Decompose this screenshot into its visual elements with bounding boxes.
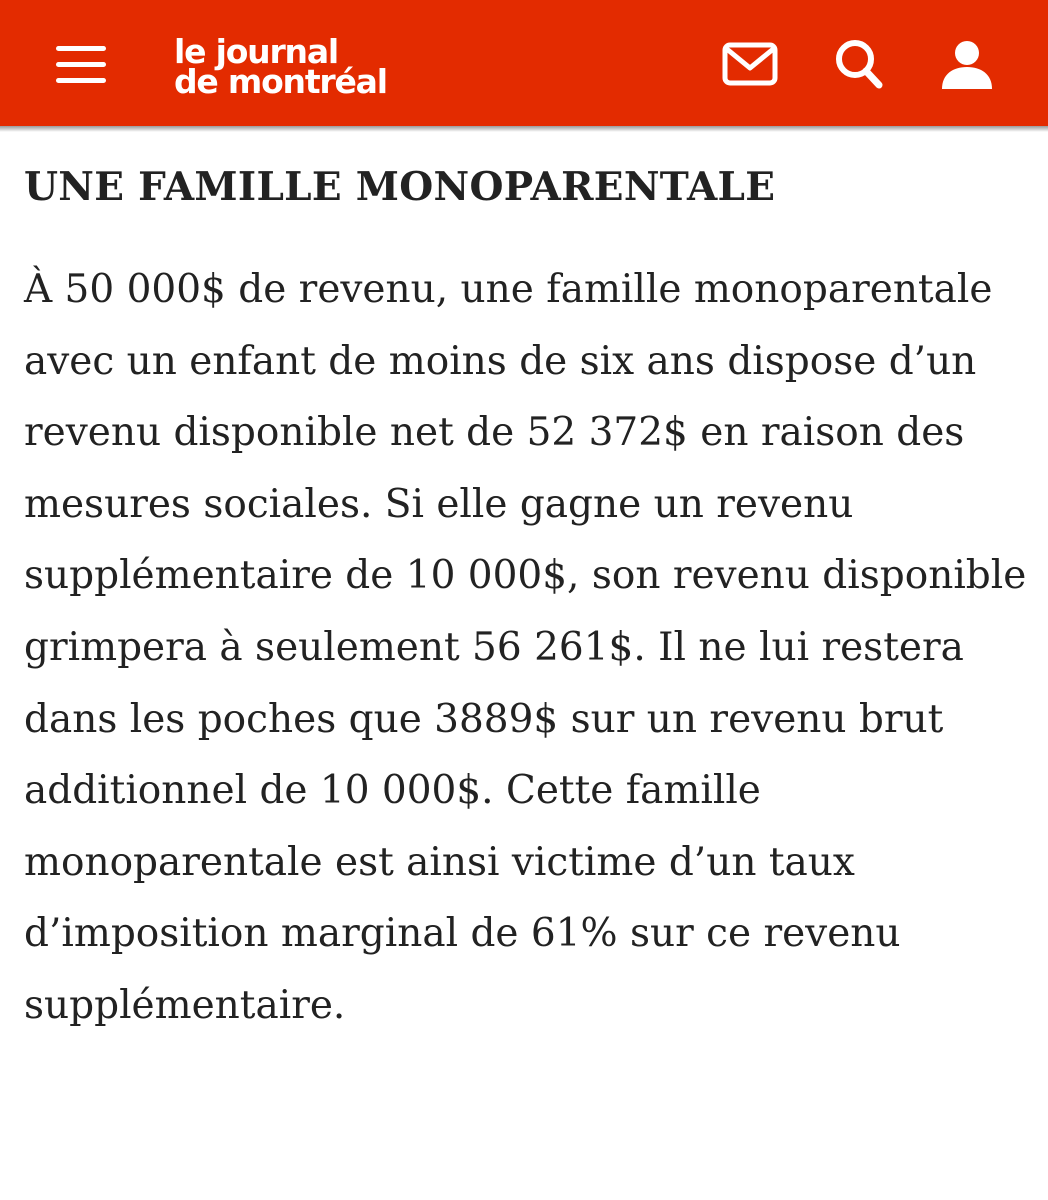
site-header	[0, 0, 1048, 126]
article-paragraph: À 50 000$ de revenu, une famille monoparentale avec un enfant de moins de six ans dispose d’un revenu disponible net de 52 372$ en raison des mesures sociales. Si elle gagne un revenu supplémentaire de 10 000$, son revenu disponible grimpera à seulement 56 261$. Il ne lui restera dans les poches que 3889$ sur un revenu brut additionnel de 10 000$. Cette famille monoparentale est ainsi victime d’un taux d’imposition marginal de 61% sur ce revenu supplémentaire.	[24, 267, 1027, 1028]
menu-icon-bar	[56, 46, 106, 51]
logo-line-1: le journal	[174, 32, 339, 71]
menu-icon-bar	[56, 78, 106, 83]
header-shadow	[0, 126, 1048, 132]
account-button[interactable]	[939, 38, 995, 90]
menu-button[interactable]	[48, 38, 114, 92]
user-icon	[939, 38, 995, 90]
mail-icon	[722, 42, 778, 86]
article-body	[24, 150, 1028, 1042]
menu-icon-bar	[56, 62, 106, 67]
section-heading: UNE FAMILLE MONOPARENTALE	[24, 164, 776, 210]
search-button[interactable]	[834, 38, 884, 90]
search-icon	[834, 38, 884, 90]
newsletter-button[interactable]	[722, 42, 778, 86]
logo-line-2: de montréal	[174, 62, 387, 101]
site-logo[interactable]	[174, 32, 474, 107]
